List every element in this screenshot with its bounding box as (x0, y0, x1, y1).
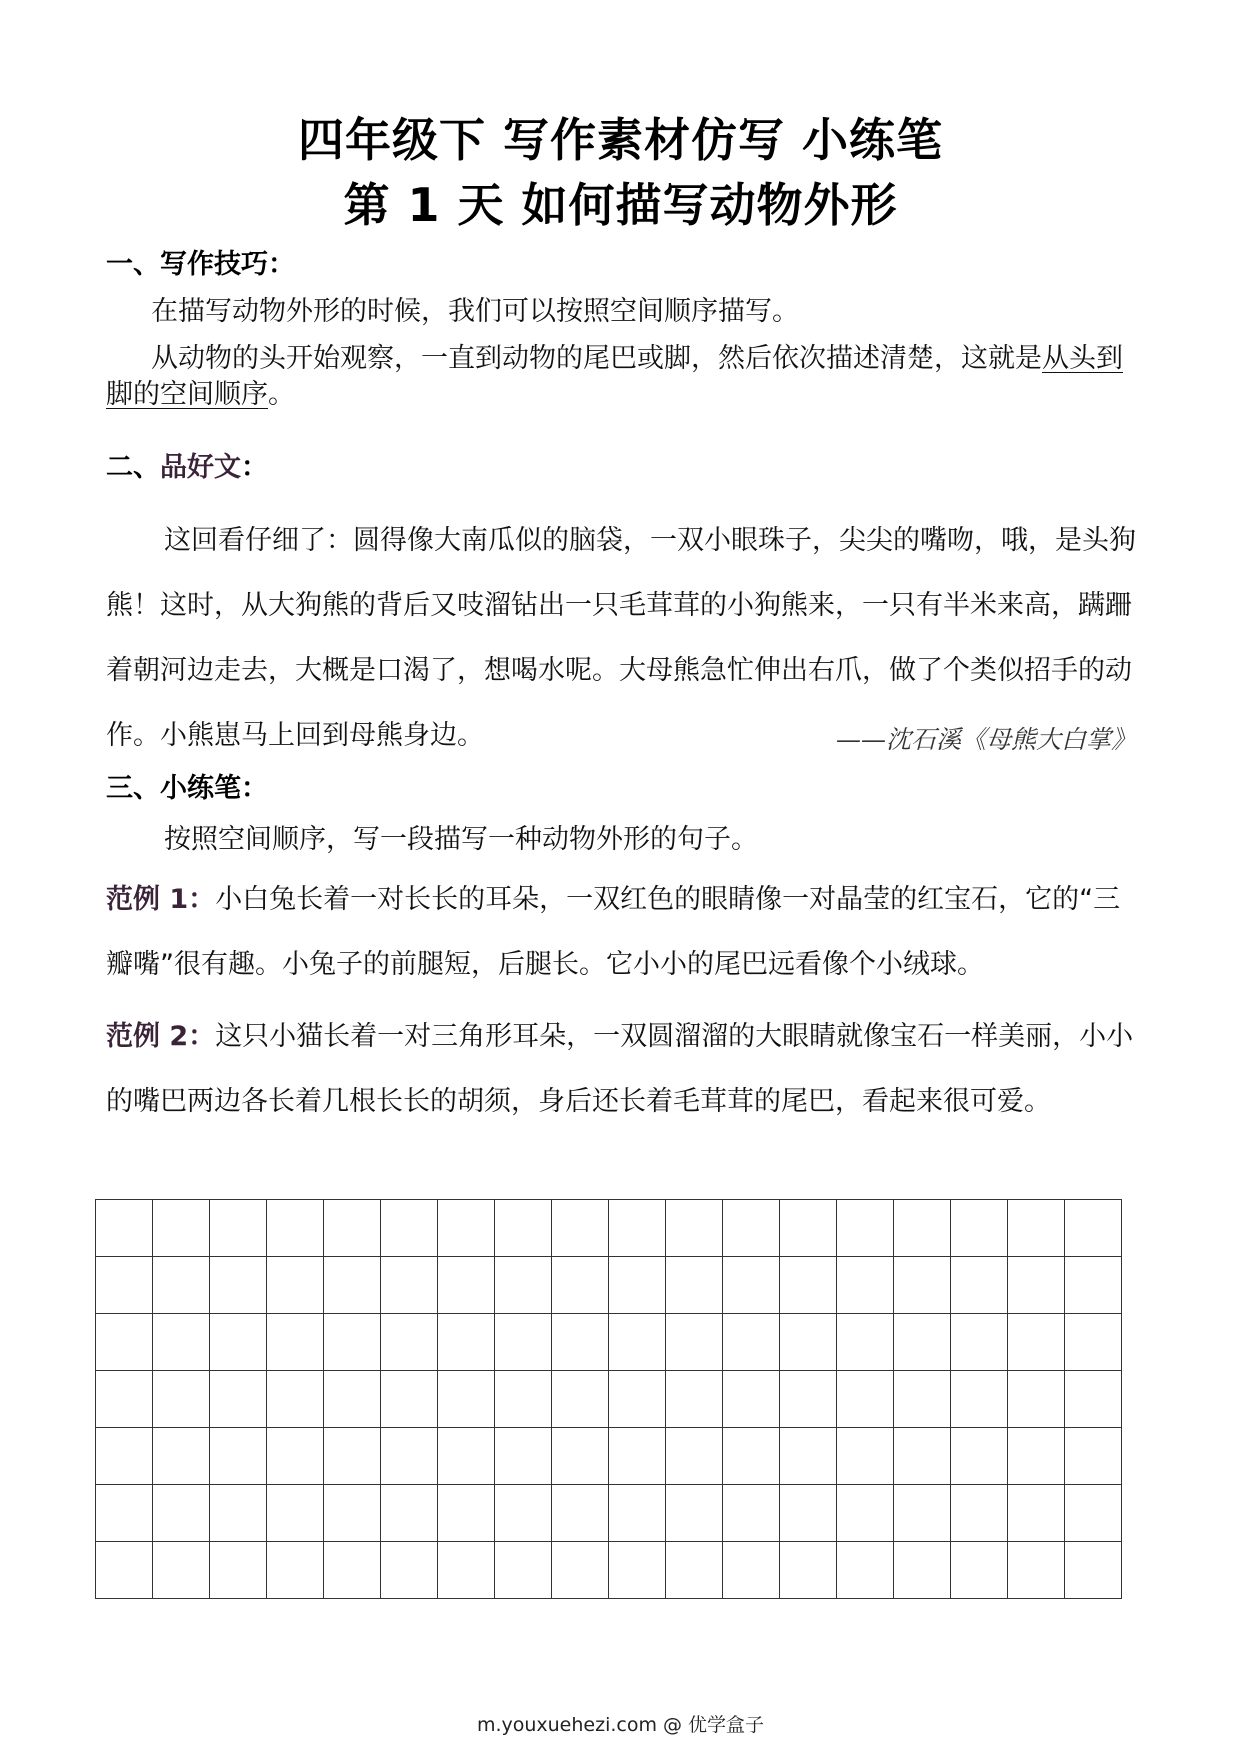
grid-cell[interactable] (780, 1371, 837, 1428)
passage-source: ——沈石溪《母熊大白掌》 (835, 725, 1136, 754)
grid-cell[interactable] (723, 1200, 780, 1257)
grid-cell[interactable] (153, 1428, 210, 1485)
grid-cell[interactable] (1008, 1542, 1065, 1599)
section3-heading: 三、小练笔： (106, 773, 268, 804)
grid-cell[interactable] (552, 1428, 609, 1485)
grid-cell[interactable] (324, 1428, 381, 1485)
example-1-text: 小白兔长着一对长长的耳朵，一双红色的眼睛像一对晶莹的红宝石，它的“三瓣嘴”很有趣。小兔子的前腿短，后腿长。它小小的尾巴远看像个小绒球。 (106, 884, 1121, 980)
grid-cell[interactable] (894, 1200, 951, 1257)
section2-heading-number: 二、 (106, 452, 160, 483)
section1-heading: 一、写作技巧： (106, 249, 295, 280)
grid-cell[interactable] (1008, 1257, 1065, 1314)
grid-cell[interactable] (837, 1371, 894, 1428)
grid-cell[interactable] (723, 1257, 780, 1314)
technique-end: 。 (268, 379, 295, 410)
grid-cell[interactable] (495, 1314, 552, 1371)
grid-cell[interactable] (495, 1542, 552, 1599)
example-2-label: 范例 2： (106, 1021, 216, 1052)
grid-cell[interactable] (153, 1314, 210, 1371)
grid-cell[interactable] (495, 1485, 552, 1542)
grid-cell[interactable] (894, 1257, 951, 1314)
grid-cell[interactable] (837, 1542, 894, 1599)
grid-cell[interactable] (666, 1428, 723, 1485)
grid-cell[interactable] (438, 1314, 495, 1371)
grid-cell[interactable] (894, 1542, 951, 1599)
grid-cell[interactable] (837, 1485, 894, 1542)
section2-heading (106, 450, 268, 486)
grid-cell[interactable] (951, 1485, 1008, 1542)
grid-cell[interactable] (552, 1200, 609, 1257)
grid-cell[interactable] (1065, 1200, 1122, 1257)
grid-cell[interactable] (609, 1200, 666, 1257)
grid-cell[interactable] (1065, 1314, 1122, 1371)
grid-cell[interactable] (267, 1314, 324, 1371)
grid-cell[interactable] (438, 1428, 495, 1485)
grid-cell[interactable] (153, 1257, 210, 1314)
grid-cell[interactable] (96, 1485, 153, 1542)
grid-cell[interactable] (723, 1314, 780, 1371)
grid-cell[interactable] (438, 1371, 495, 1428)
model-passage-text: 这回看仔细了：圆得像大南瓜似的脑袋，一双小眼珠子，尖尖的嘴吻，哦，是头狗熊！这时，从大狗熊的背后又吱溜钻出一只毛茸茸的小狗熊来，一只有半米来高，蹒跚着朝河边走去，大概是口渴了，想喝水呢。大母熊急忙伸出右爪，做了个类似招手的动作。小熊崽马上回到母熊身边。 (106, 525, 1136, 751)
grid-cell[interactable] (552, 1485, 609, 1542)
grid-cell[interactable] (666, 1257, 723, 1314)
grid-cell[interactable] (210, 1428, 267, 1485)
grid-cell[interactable] (552, 1542, 609, 1599)
technique-paragraph-1: 在描写动物外形的时候，我们可以按照空间顺序描写。 (151, 296, 799, 327)
practice-task: 按照空间顺序，写一段描写一种动物外形的句子。 (164, 824, 758, 855)
grid-cell[interactable] (894, 1485, 951, 1542)
grid-cell[interactable] (324, 1542, 381, 1599)
grid-cell[interactable] (552, 1257, 609, 1314)
grid-cell[interactable] (780, 1485, 837, 1542)
grid-cell[interactable] (1065, 1542, 1122, 1599)
grid-cell[interactable] (723, 1371, 780, 1428)
grid-cell[interactable] (609, 1314, 666, 1371)
grid-cell[interactable] (951, 1314, 1008, 1371)
grid-cell[interactable] (153, 1485, 210, 1542)
grid-cell[interactable] (324, 1485, 381, 1542)
grid-cell[interactable] (210, 1485, 267, 1542)
grid-cell[interactable] (723, 1428, 780, 1485)
grid-cell[interactable] (1065, 1257, 1122, 1314)
grid-cell[interactable] (951, 1428, 1008, 1485)
grid-cell[interactable] (723, 1485, 780, 1542)
grid-cell[interactable] (324, 1371, 381, 1428)
grid-cell[interactable] (1065, 1371, 1122, 1428)
example-2-text: 这只小猫长着一对三角形耳朵，一双圆溜溜的大眼睛就像宝石一样美丽，小小的嘴巴两边各长着几根长长的胡须，身后还长着毛茸茸的尾巴，看起来很可爱。 (106, 1021, 1134, 1117)
grid-cell[interactable] (96, 1371, 153, 1428)
grid-cell[interactable] (609, 1542, 666, 1599)
grid-cell[interactable] (438, 1485, 495, 1542)
example-1 (106, 867, 1136, 997)
example-1-label: 范例 1： (106, 884, 216, 915)
grid-cell[interactable] (438, 1257, 495, 1314)
grid-cell[interactable] (324, 1257, 381, 1314)
grid-cell[interactable] (381, 1485, 438, 1542)
grid-cell[interactable] (495, 1428, 552, 1485)
grid-cell[interactable] (552, 1314, 609, 1371)
grid-cell[interactable] (837, 1257, 894, 1314)
grid-cell[interactable] (666, 1371, 723, 1428)
technique-text: 从动物的头开始观察，一直到动物的尾巴或脚，然后依次描述清楚，这就是 (151, 343, 1042, 374)
grid-cell[interactable] (951, 1542, 1008, 1599)
grid-cell[interactable] (267, 1428, 324, 1485)
grid-cell[interactable] (267, 1542, 324, 1599)
grid-cell[interactable] (951, 1371, 1008, 1428)
grid-cell[interactable] (780, 1542, 837, 1599)
grid-cell[interactable] (666, 1542, 723, 1599)
grid-cell[interactable] (1008, 1428, 1065, 1485)
grid-cell[interactable] (894, 1428, 951, 1485)
grid-cell[interactable] (96, 1200, 153, 1257)
grid-cell[interactable] (780, 1257, 837, 1314)
grid-cell[interactable] (210, 1257, 267, 1314)
grid-cell[interactable] (1008, 1314, 1065, 1371)
grid-cell[interactable] (780, 1314, 837, 1371)
grid-cell[interactable] (267, 1257, 324, 1314)
grid-cell[interactable] (609, 1428, 666, 1485)
grid-cell[interactable] (267, 1200, 324, 1257)
grid-cell[interactable] (609, 1485, 666, 1542)
grid-cell[interactable] (495, 1200, 552, 1257)
grid-cell[interactable] (153, 1371, 210, 1428)
grid-cell[interactable] (324, 1200, 381, 1257)
grid-cell[interactable] (666, 1200, 723, 1257)
grid-cell[interactable] (381, 1371, 438, 1428)
grid-cell[interactable] (381, 1200, 438, 1257)
grid-cell[interactable] (210, 1371, 267, 1428)
grid-cell[interactable] (438, 1200, 495, 1257)
section2-heading-colon: ： (241, 452, 268, 483)
grid-cell[interactable] (1008, 1485, 1065, 1542)
title-line-1: 四年级下 写作素材仿写 小练笔 (297, 113, 944, 167)
grid-cell[interactable] (1065, 1428, 1122, 1485)
grid-cell[interactable] (495, 1371, 552, 1428)
grid-cell[interactable] (267, 1371, 324, 1428)
grid-cell[interactable] (381, 1542, 438, 1599)
grid-cell[interactable] (951, 1257, 1008, 1314)
model-passage (106, 508, 1136, 772)
grid-cell[interactable] (381, 1257, 438, 1314)
grid-cell[interactable] (381, 1314, 438, 1371)
example-2 (106, 1004, 1136, 1134)
title-line-2: 第 1 天 如何描写动物外形 (343, 178, 898, 232)
grid-cell[interactable] (780, 1428, 837, 1485)
technique-underlined-text: 从头到脚的空间顺序 (106, 343, 1123, 410)
section2-heading-title: 品好文 (160, 452, 241, 483)
grid-cell[interactable] (153, 1200, 210, 1257)
technique-paragraph-2 (106, 341, 1136, 413)
grid-cell[interactable] (837, 1200, 894, 1257)
grid-cell[interactable] (96, 1314, 153, 1371)
grid-cell[interactable] (96, 1428, 153, 1485)
grid-cell[interactable] (1008, 1371, 1065, 1428)
grid-cell[interactable] (210, 1542, 267, 1599)
grid-cell[interactable] (96, 1257, 153, 1314)
grid-cell[interactable] (894, 1371, 951, 1428)
grid-cell[interactable] (324, 1314, 381, 1371)
grid-cell[interactable] (837, 1314, 894, 1371)
grid-cell[interactable] (381, 1428, 438, 1485)
grid-cell[interactable] (96, 1542, 153, 1599)
grid-cell[interactable] (210, 1200, 267, 1257)
grid-cell[interactable] (609, 1371, 666, 1428)
writing-grid[interactable] (95, 1199, 1122, 1599)
grid-cell[interactable] (267, 1485, 324, 1542)
footer-url: m.youxuehezi.com @ 优学盒子 (476, 1714, 765, 1736)
grid-cell[interactable] (1008, 1200, 1065, 1257)
grid-cell[interactable] (837, 1428, 894, 1485)
grid-cell[interactable] (723, 1542, 780, 1599)
grid-cell[interactable] (153, 1542, 210, 1599)
grid-cell[interactable] (780, 1200, 837, 1257)
grid-cell[interactable] (438, 1542, 495, 1599)
grid-cell[interactable] (666, 1314, 723, 1371)
grid-cell[interactable] (666, 1485, 723, 1542)
grid-cell[interactable] (552, 1371, 609, 1428)
grid-cell[interactable] (609, 1257, 666, 1314)
grid-cell[interactable] (1065, 1485, 1122, 1542)
grid-cell[interactable] (894, 1314, 951, 1371)
grid-cell[interactable] (210, 1314, 267, 1371)
grid-cell[interactable] (495, 1257, 552, 1314)
grid-cell[interactable] (951, 1200, 1008, 1257)
